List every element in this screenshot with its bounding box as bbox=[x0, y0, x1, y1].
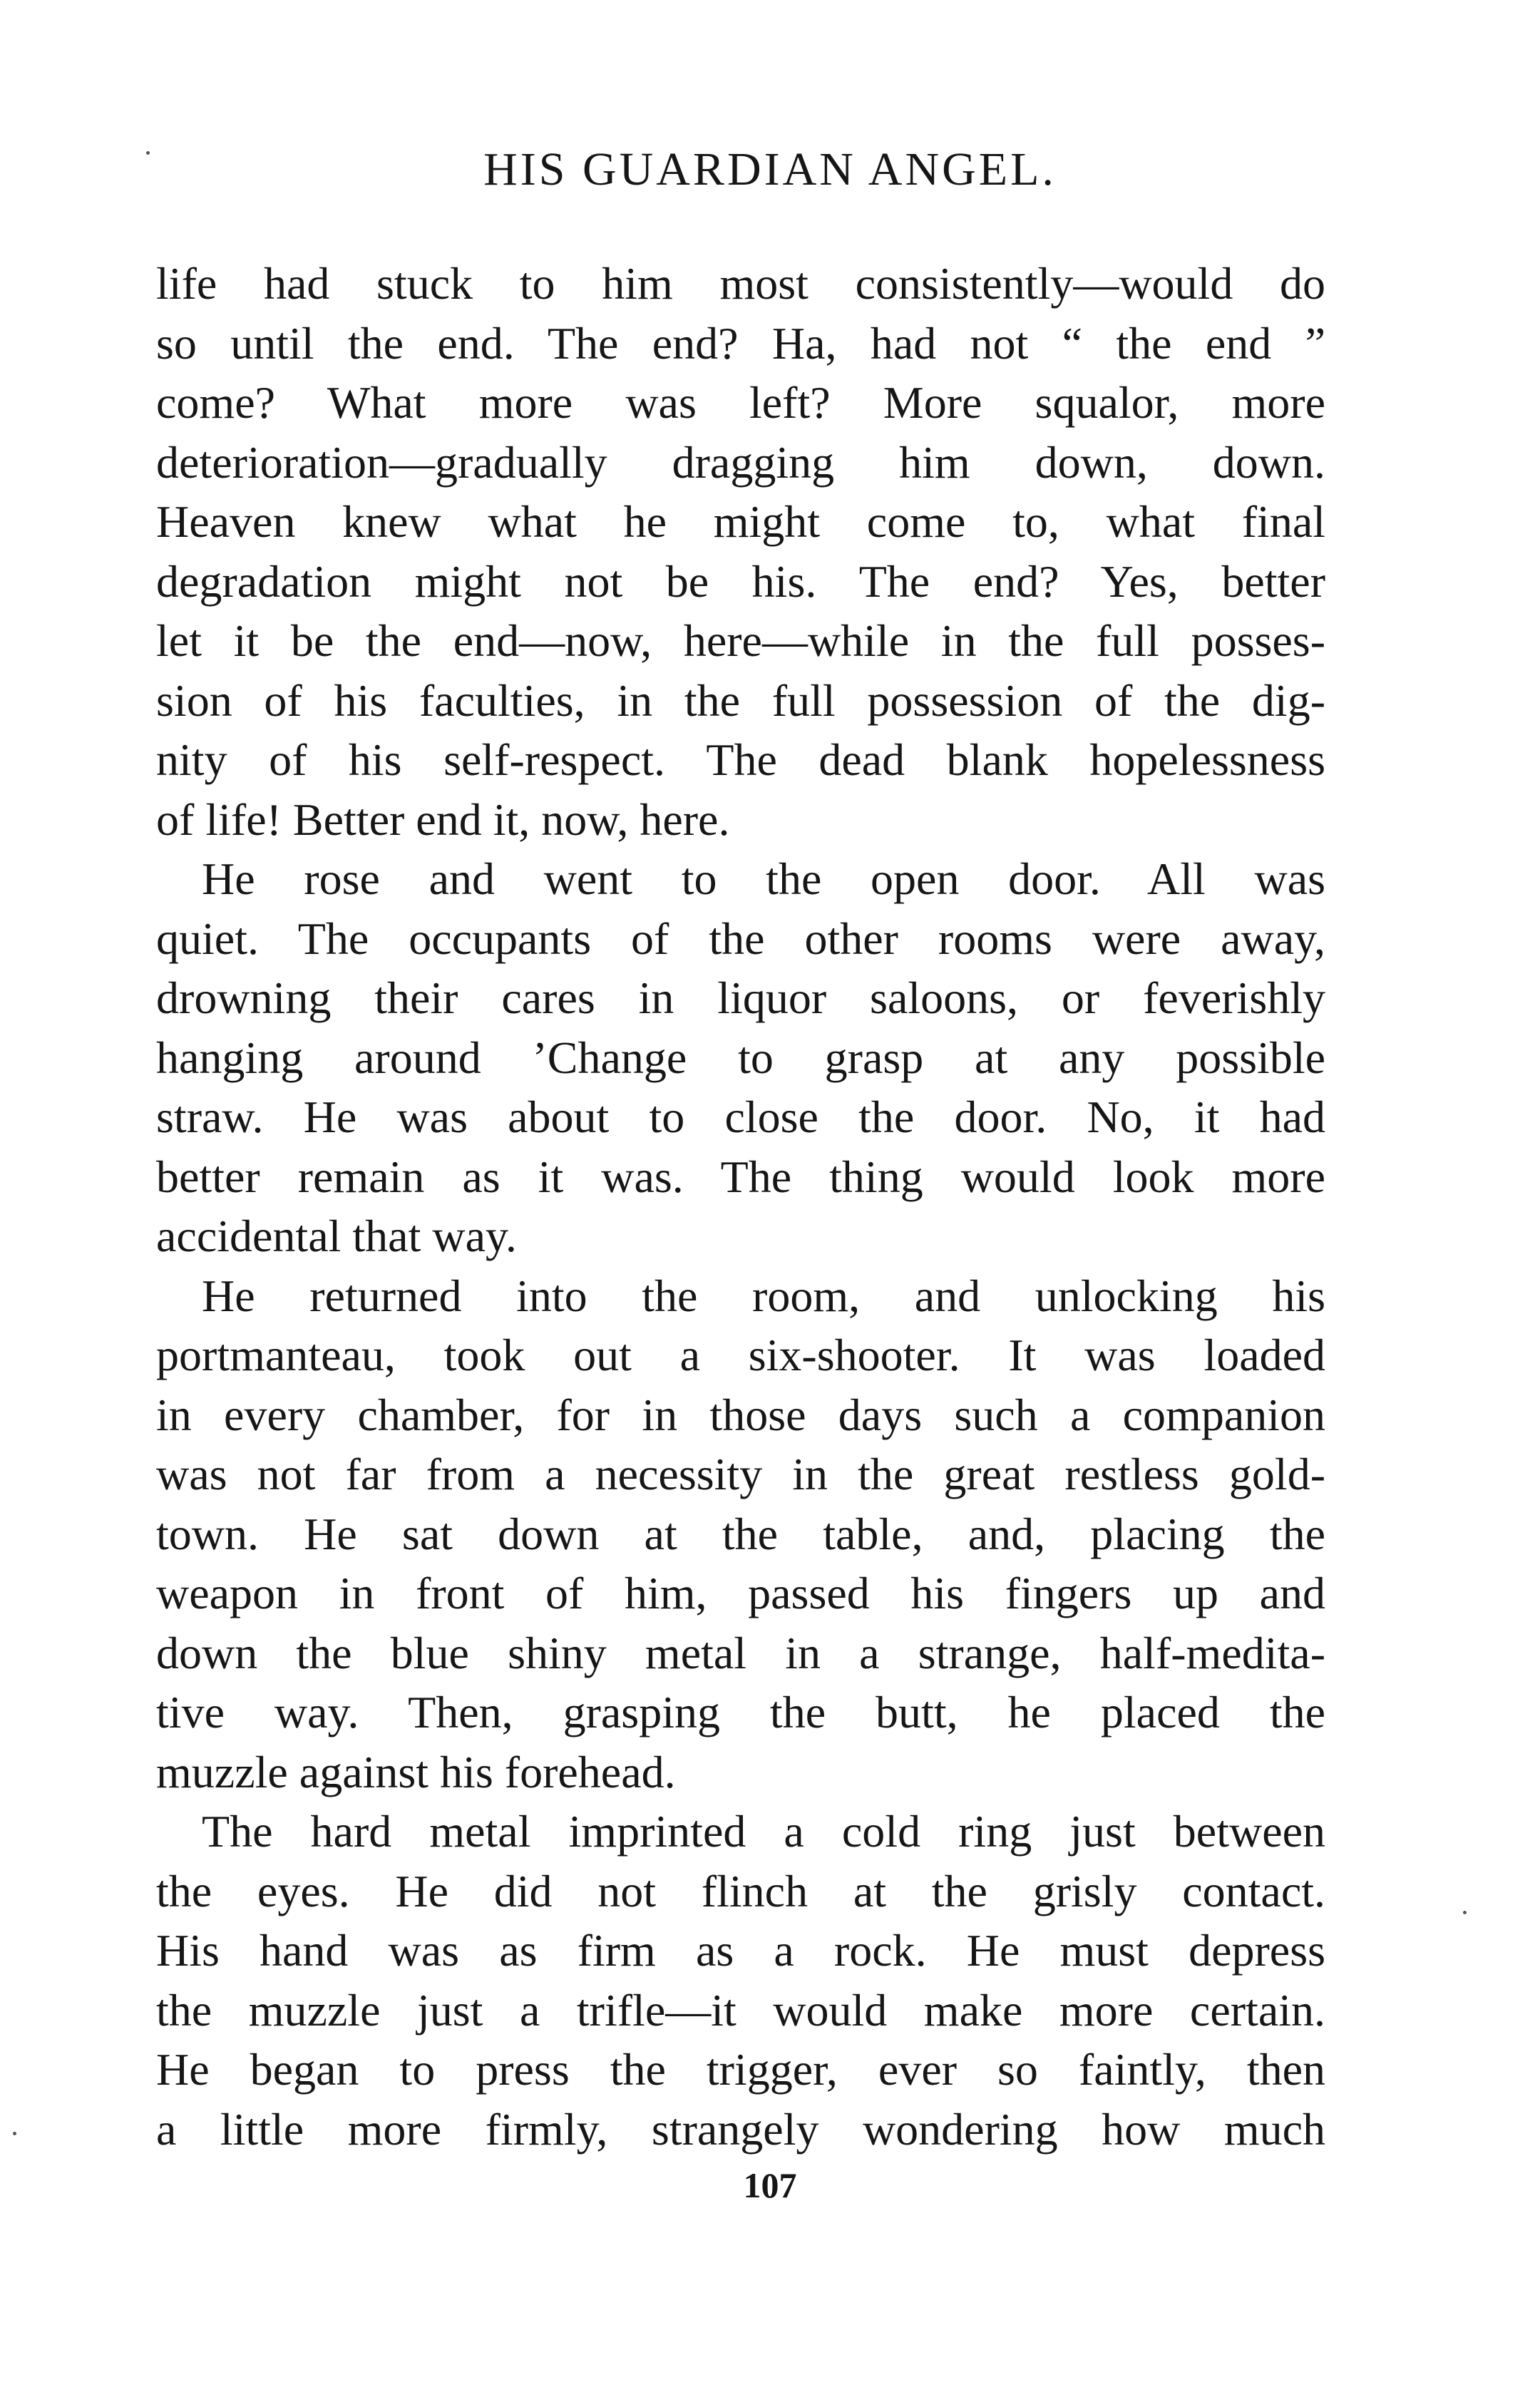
text-line: weapon in front of him, passed his fingers up and bbox=[156, 1568, 1325, 1618]
text-line: drowning their cares in liquor saloons, or feverishly bbox=[156, 972, 1325, 1023]
paragraph bbox=[156, 1266, 1325, 1802]
paper-speck bbox=[13, 2132, 16, 2135]
text-line: straw. He was about to close the door. No, it had bbox=[156, 1092, 1325, 1142]
body-text bbox=[156, 254, 1325, 2159]
text-line: degradation might not be his. The end? Yes, better bbox=[156, 555, 1325, 607]
text-line: muzzle against his forehead. bbox=[156, 1746, 676, 1797]
paragraph bbox=[156, 849, 1325, 1266]
paper-speck bbox=[146, 151, 150, 155]
text-line: so until the end. The end? Ha, had not “ the end ” bbox=[156, 317, 1325, 369]
text-line: sion of his faculties, in the full possession of the dig- bbox=[156, 674, 1325, 726]
text-line: life had stuck to him most consistently—would do bbox=[156, 258, 1325, 309]
paper-speck bbox=[1463, 1911, 1467, 1914]
page-number: 107 bbox=[743, 2165, 797, 2205]
running-head: HIS GUARDIAN ANGEL. bbox=[483, 143, 1057, 195]
text-line: He began to press the trigger, ever so faintly, then bbox=[156, 2044, 1325, 2095]
text-line: Heaven knew what he might come to, what final bbox=[156, 496, 1325, 547]
text-line: down the blue shiny metal in a strange, half-medita- bbox=[156, 1627, 1325, 1678]
text-line: of life! Better end it, now, here. bbox=[156, 794, 730, 845]
text-line: town. He sat down at the table, and, placing the bbox=[156, 1508, 1325, 1559]
text-line: the eyes. He did not flinch at the grisly contact. bbox=[156, 1865, 1325, 1916]
text-line: tive way. Then, grasping the butt, he placed the bbox=[156, 1687, 1325, 1737]
text-line: come? What more was left? More squalor, more bbox=[156, 377, 1325, 428]
text-line: His hand was as firm as a rock. He must depress bbox=[156, 1925, 1325, 1976]
text-line: hanging around ’Change to grasp at any possible bbox=[156, 1032, 1325, 1083]
text-line: He rose and went to the open door. All was bbox=[202, 853, 1325, 904]
text-line: accidental that way. bbox=[156, 1211, 517, 1261]
text-line: let it be the end—now, here—while in the full posses- bbox=[156, 615, 1325, 666]
text-line: deterioration—gradually dragging him down, down. bbox=[156, 436, 1325, 488]
text-line: He returned into the room, and unlocking his bbox=[202, 1270, 1325, 1321]
text-line: a little more firmly, strangely wondering how much bbox=[156, 2103, 1325, 2155]
text-line: The hard metal imprinted a cold ring just between bbox=[202, 1806, 1325, 1857]
text-line: better remain as it was. The thing would look more bbox=[156, 1151, 1325, 1202]
text-line: was not far from a necessity in the great restless gold- bbox=[156, 1449, 1325, 1499]
paragraph bbox=[156, 254, 1325, 849]
text-line: the muzzle just a trifle—it would make more certain. bbox=[156, 1984, 1325, 2036]
text-line: quiet. The occupants of the other rooms were away, bbox=[156, 913, 1325, 964]
text-line: portmanteau, took out a six-shooter. It was loaded bbox=[156, 1330, 1325, 1380]
text-line: in every chamber, for in those days such a companion bbox=[156, 1389, 1325, 1440]
text-line: nity of his self-respect. The dead blank hopelessness bbox=[156, 734, 1325, 785]
paragraph bbox=[156, 1802, 1325, 2159]
